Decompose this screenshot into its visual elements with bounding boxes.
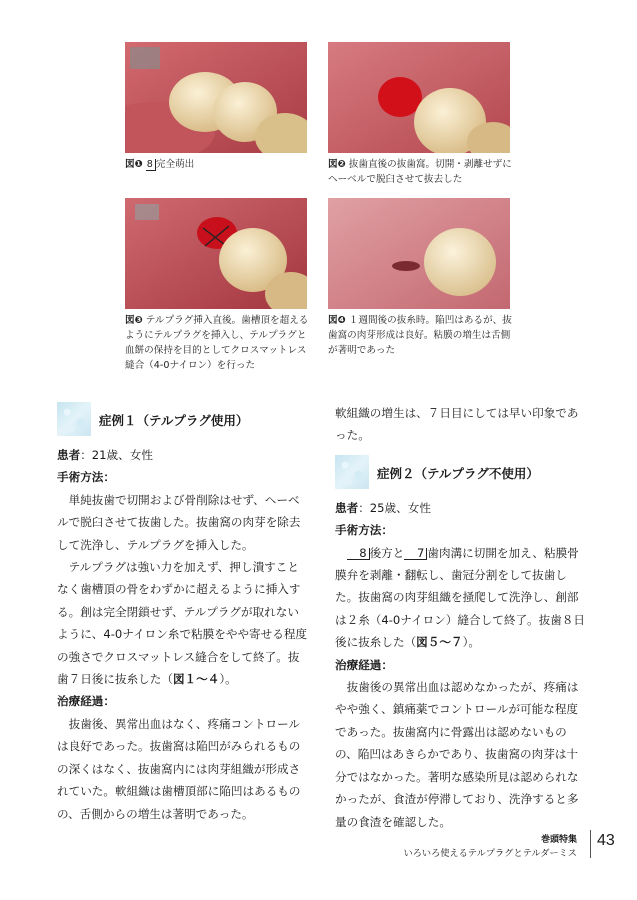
case2-tooth-8: 8 (347, 548, 370, 560)
right-column (335, 402, 587, 833)
case2-patient-value: ：25歳、女性 (358, 500, 431, 515)
case2-method-rest: 歯肉溝に切開を加え、粘膜骨膜弁を剥離・翻転し、歯冠分割をして抜歯した。抜歯窩の肉芽組織を掻爬して洗浄し、創部は２糸（4-0ナイロン）縫合して終了。抜歯８日後に抜糸した（ (335, 545, 586, 650)
case1-method-p2-b: ）。 (219, 672, 237, 687)
figure-2-label: 図❷ (328, 159, 346, 170)
figure-1-tooth-number: 8 (146, 159, 156, 171)
figure-2-image (328, 42, 510, 153)
case1-patient (57, 444, 309, 466)
case2-mid-text: 後方と (369, 545, 405, 560)
figure-3-text: テルプラグ挿入直後。歯槽頂を超えるようにテルプラグを挿入し、テルプラグと血餅の保持を目的としてクロスマットレス縫合（4-0ナイロン）を行った (125, 315, 309, 371)
figure-3-label: 図❸ (125, 315, 143, 326)
figure-1-photo (125, 42, 307, 153)
case2-title: 症例２（テルプラグ不使用） (377, 465, 539, 481)
footer-series-title: 巻頭特集 (540, 835, 577, 845)
case1-title: 症例１（テルプラグ使用） (99, 413, 249, 428)
figure-4-label: 図❹ (328, 315, 346, 326)
figure-1-image (125, 42, 307, 153)
figure-2-caption (328, 157, 514, 187)
case1-patient-label: 患者 (57, 448, 81, 462)
figure-2-text: 抜歯直後の抜歯窩。切開・剥離せずにヘーベルで脱臼させて抜去した (328, 159, 512, 185)
figure-1-caption (125, 157, 310, 172)
case2-heading (335, 455, 587, 489)
figure-3-image (125, 198, 307, 309)
footer-divider (590, 830, 591, 858)
case1-heading-texture (57, 402, 91, 436)
case1-course-paragraph: 抜歯後、異常出血はなく、疼痛コントロールは良好であった。抜歯窩は陥凹がみられるものの深くはなく、抜歯窩内には肉芽組織が形成されていた。軟組織は歯槽頂部に陥凹はあるものの、舌側からの増生は著明であった。 (57, 716, 301, 821)
figure-1-text: 完全萌出 (155, 159, 195, 170)
case2-method-paragraph (335, 542, 587, 654)
case1-method-paragraph-2 (57, 556, 309, 690)
case2-patient-label: 患者 (335, 500, 359, 515)
case1-method-paragraph-1: 単純抜歯で切開および骨削除はせず、ヘーベルで脱臼させて抜歯した。抜歯窩の肉芽を除去して洗浄し、テルプラグを挿入した。 (57, 492, 301, 552)
figure-4-image (328, 198, 510, 309)
case2-figure-ref: 図５〜７ (416, 635, 463, 650)
case1-heading (57, 402, 309, 436)
figure-4-caption (328, 313, 514, 358)
case2-method-label: 手術方法： (335, 523, 393, 538)
case1-patient-value: ：21歳、女性 (80, 448, 153, 462)
page-number: 43 (597, 832, 615, 849)
case1-course-label: 治療経過： (57, 694, 115, 709)
case1-continuation: 軟組織の増生は、７日目にしては早い印象であった。 (335, 406, 579, 443)
footer-subtitle: いろいろ使えるテルプラグとテルダーミス (403, 848, 577, 859)
figure-4-text: １週間後の抜糸時。陥凹はあるが、抜歯窩の肉芽形成は良好。粘膜の増生は舌側が著明であった (328, 315, 512, 356)
case1-method-p2-a: テルプラグは強い力を加えず、押し潰すことなく歯槽頂の骨をわずかに超えるように挿入する。創は完全閉鎖せず、テルプラグが取れないように、4-0ナイロン糸で粘膜をやや寄せる程度の強さでクロスマットレス縫合をして終了。抜歯７日後に抜糸した（ (57, 560, 308, 687)
case1-figure-ref: 図１〜４ (172, 672, 220, 687)
figure-3-caption (125, 313, 311, 373)
figure-1-label: 図❶ (125, 159, 143, 170)
figure-3-photo (125, 198, 307, 309)
case2-tooth-7: 7 (404, 548, 427, 560)
case2-heading-texture (335, 455, 369, 489)
figure-2-photo (328, 42, 510, 153)
case2-method-end: ）。 (462, 635, 480, 650)
case2-course-label: 治療経過： (335, 657, 393, 672)
case2-patient (335, 497, 587, 519)
figure-4-photo (328, 198, 510, 309)
left-column (57, 402, 309, 825)
case2-course-paragraph: 抜歯後の異常出血は認めなかったが、疼痛はやや強く、鎮痛薬でコントロールが可能な程度であった。抜歯窩内に骨露出は認めないものの、陥凹はあきらかであり、抜歯窩の肉芽は十分ではなかった。著明な感染所見は認められなかったが、食渣が停滞しており、洗浄すると多量の食渣を確認した。 (335, 680, 579, 829)
case1-method-label: 手術方法： (57, 470, 115, 485)
